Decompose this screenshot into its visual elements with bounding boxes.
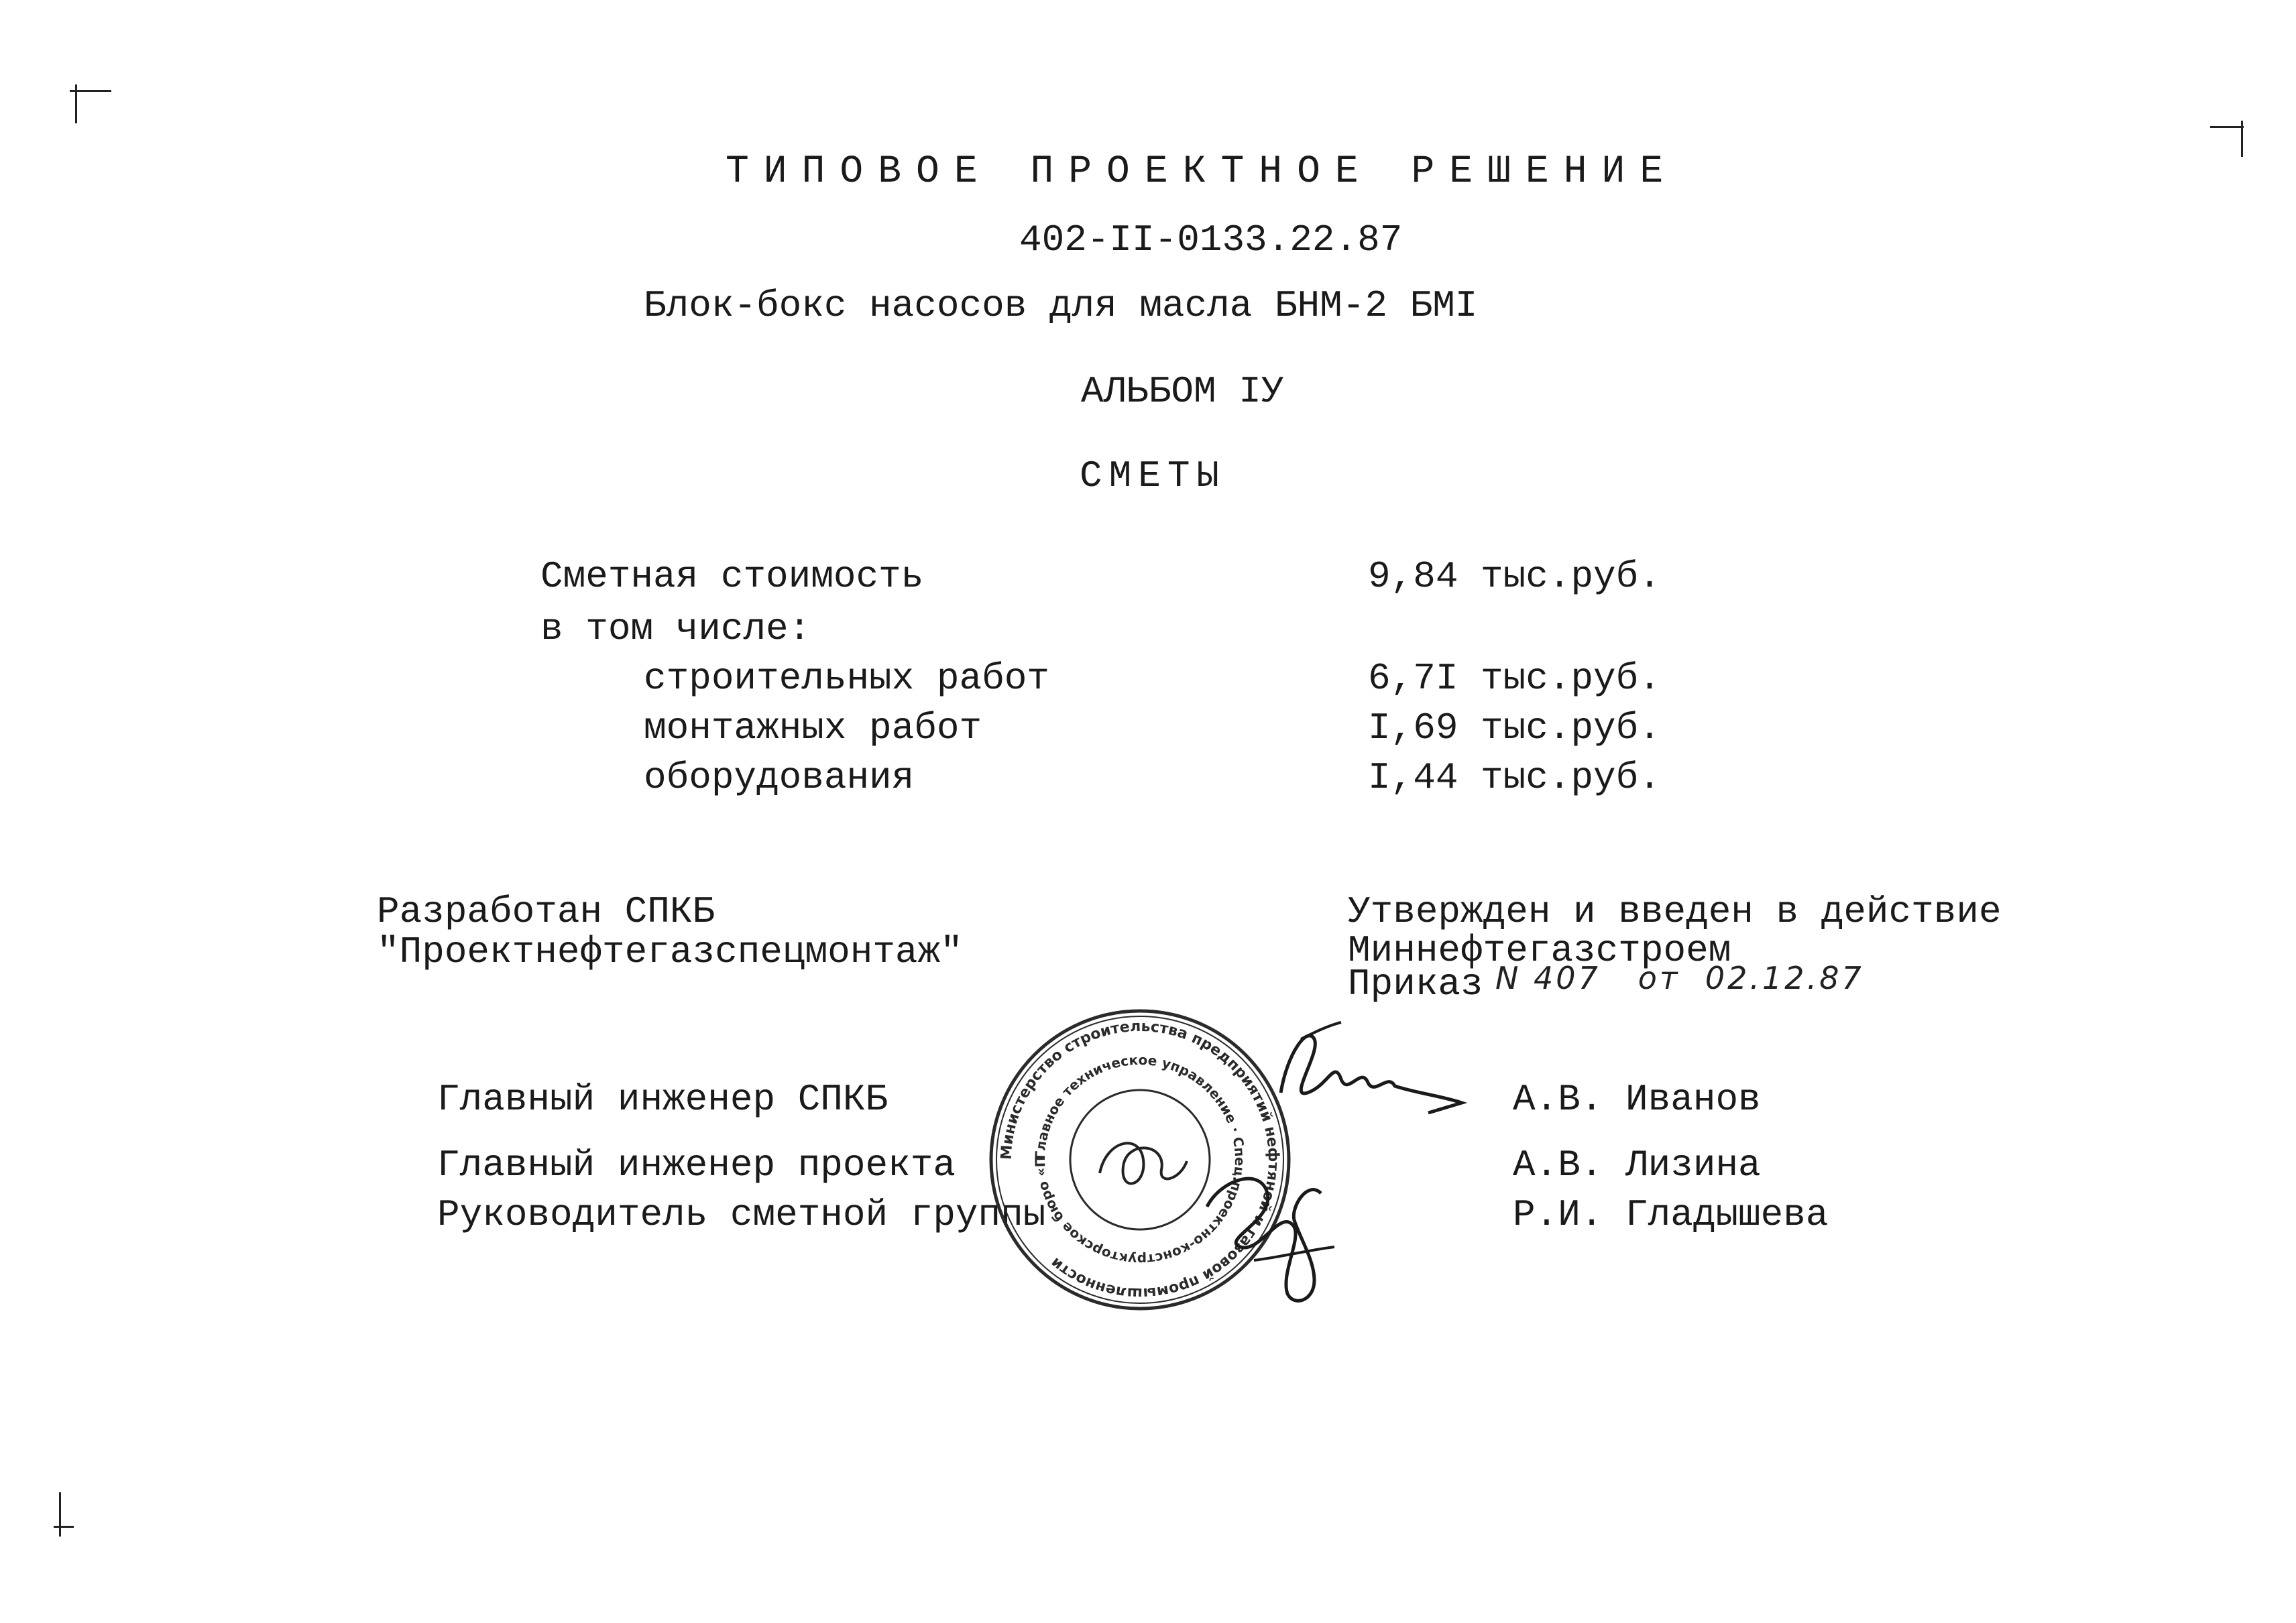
signatory-role: Главный инженер СПКБ — [437, 1078, 888, 1121]
album-number: АЛЬБОМ IУ — [1081, 370, 1284, 413]
stamp-inner-text: Главное техническое управление · Спец.проектно-конструкторское бюро «Проектнефтегазспецмонтаж» — [979, 993, 1249, 1268]
cost-item-label: монтажных работ — [644, 707, 982, 749]
crop-mark-top-left-v — [75, 84, 77, 123]
project-subject: Блок-бокс насосов для масла БНМ-2 БМI — [644, 284, 1478, 327]
section-title: СМЕТЫ — [1080, 455, 1226, 497]
cost-item-value: I,69 тыс.руб. — [1368, 707, 1661, 749]
signature-lizina — [1180, 1140, 1355, 1321]
cost-item-label: строительных работ — [644, 657, 1049, 700]
developer-line-2: "Проектнефтегазспецмонтаж" — [377, 930, 963, 973]
cost-item-label: оборудования — [644, 756, 915, 799]
project-code: 402-II-0133.22.87 — [1019, 219, 1403, 261]
cost-item-value: 6,7I тыс.руб. — [1368, 657, 1661, 700]
stamp-outer-text: Министерство строительства предприятий нефтяной и газовой промышленности — [998, 1018, 1282, 1302]
order-handwritten: N 407 от 02.12.87 — [1495, 960, 1864, 996]
total-cost-value: 9,84 тыс.руб. — [1368, 555, 1661, 598]
document-title: ТИПОВОЕ ПРОЕКТНОЕ РЕШЕНИЕ — [726, 150, 1678, 194]
signature-ivanov — [1261, 1012, 1475, 1126]
including-label: в том числе: — [540, 607, 811, 650]
crop-mark-top-right-h — [2210, 126, 2244, 128]
crop-mark-bottom-left-h — [54, 1526, 74, 1528]
signatory-name: Р.И. Гладышева — [1513, 1193, 1829, 1236]
approval-line-2: Миннефтегазстроем — [1348, 929, 1731, 972]
total-cost-label: Сметная стоимость — [540, 555, 924, 598]
crop-mark-top-right-v — [2241, 121, 2243, 157]
crop-mark-bottom-left-v — [59, 1492, 61, 1537]
signatory-role: Главный инженер проекта — [437, 1144, 956, 1187]
approval-line-1: Утвержден и введен в действие — [1348, 890, 2002, 933]
cost-item-value: I,44 тыс.руб. — [1368, 756, 1661, 799]
signatory-role: Руководитель сметной группы — [437, 1193, 1046, 1236]
developer-line-1: Разработан СПКБ — [377, 890, 715, 933]
order-label: Приказ — [1348, 963, 1483, 1006]
signatory-name: А.В. Лизина — [1513, 1144, 1761, 1187]
signatory-name: А.В. Иванов — [1513, 1078, 1761, 1121]
